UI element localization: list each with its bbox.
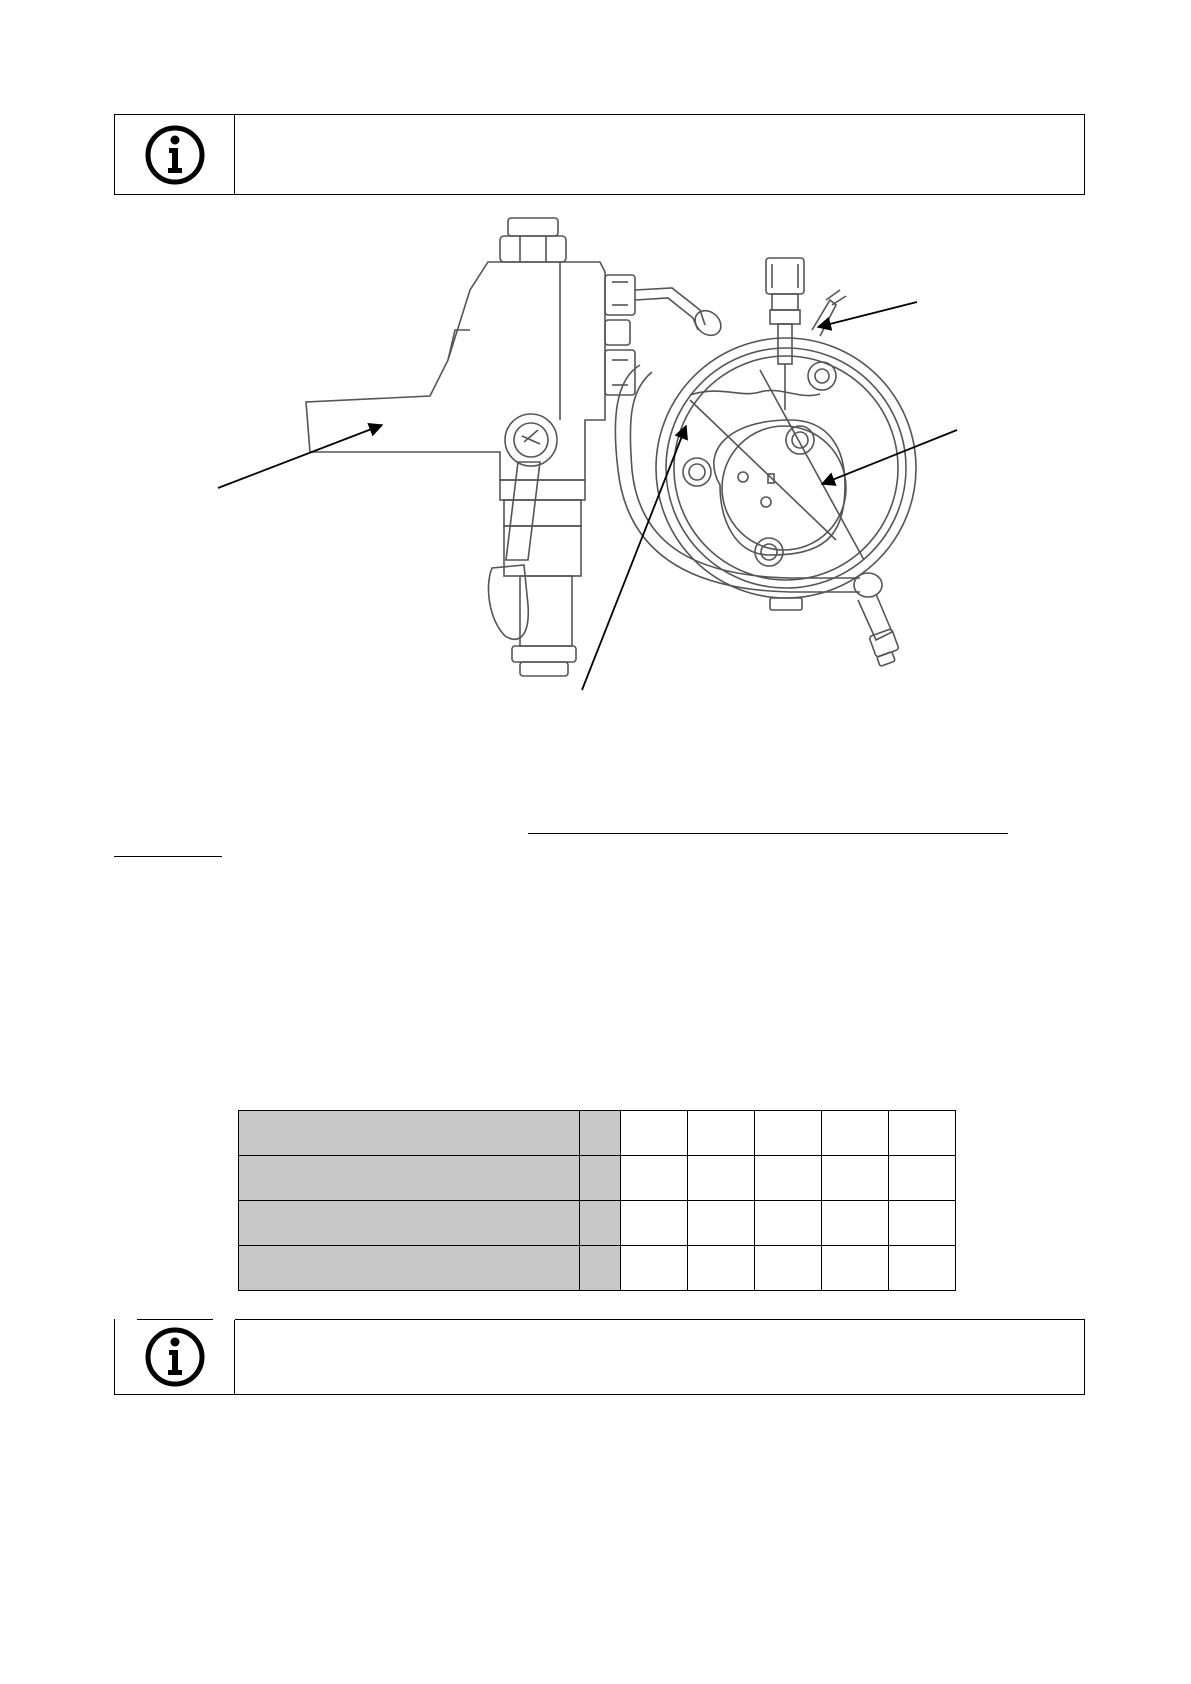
table-cell <box>889 1201 956 1246</box>
table-cell <box>889 1111 956 1156</box>
table-row <box>239 1111 956 1156</box>
info-note-bottom <box>114 1319 1085 1395</box>
info-note-top <box>114 114 1085 195</box>
callout-arrow-sensor <box>818 302 917 327</box>
table-cell <box>755 1156 822 1201</box>
table-cell <box>621 1111 688 1156</box>
table-cell <box>621 1156 688 1201</box>
row-label <box>239 1156 580 1201</box>
technical-drawing <box>0 200 1191 720</box>
underlined-text-line <box>528 833 1008 834</box>
table-row <box>239 1156 956 1201</box>
table-cell <box>889 1156 956 1201</box>
info-icon <box>143 1325 207 1389</box>
table-cell <box>822 1156 889 1201</box>
row-unit <box>580 1201 621 1246</box>
row-unit <box>580 1111 621 1156</box>
table-cell <box>889 1246 956 1291</box>
row-unit <box>580 1246 621 1291</box>
info-icon-cell <box>115 1320 235 1394</box>
table-cell <box>822 1201 889 1246</box>
table-cell <box>621 1246 688 1291</box>
table-cell <box>755 1246 822 1291</box>
info-icon-cell <box>115 115 235 194</box>
info-note-text <box>236 115 1084 194</box>
row-label <box>239 1246 580 1291</box>
table-row <box>239 1246 956 1291</box>
table-cell <box>688 1201 755 1246</box>
table-cell <box>822 1111 889 1156</box>
table-cell <box>822 1246 889 1291</box>
table-cell <box>688 1246 755 1291</box>
info-note-text <box>236 1320 1084 1394</box>
callout-arrow-valve-body <box>218 425 382 488</box>
table-cell <box>755 1111 822 1156</box>
table-cell <box>688 1111 755 1156</box>
table-row <box>239 1201 956 1246</box>
table-cell <box>621 1201 688 1246</box>
table-cell <box>755 1201 822 1246</box>
callout-arrow-pipe <box>582 426 686 690</box>
spec-table <box>238 1110 956 1291</box>
row-unit <box>580 1156 621 1201</box>
table-cell <box>688 1156 755 1201</box>
row-label <box>239 1111 580 1156</box>
info-icon <box>143 123 207 187</box>
row-label <box>239 1201 580 1246</box>
callout-arrow-flange <box>822 430 957 484</box>
underlined-text-line <box>114 856 222 857</box>
